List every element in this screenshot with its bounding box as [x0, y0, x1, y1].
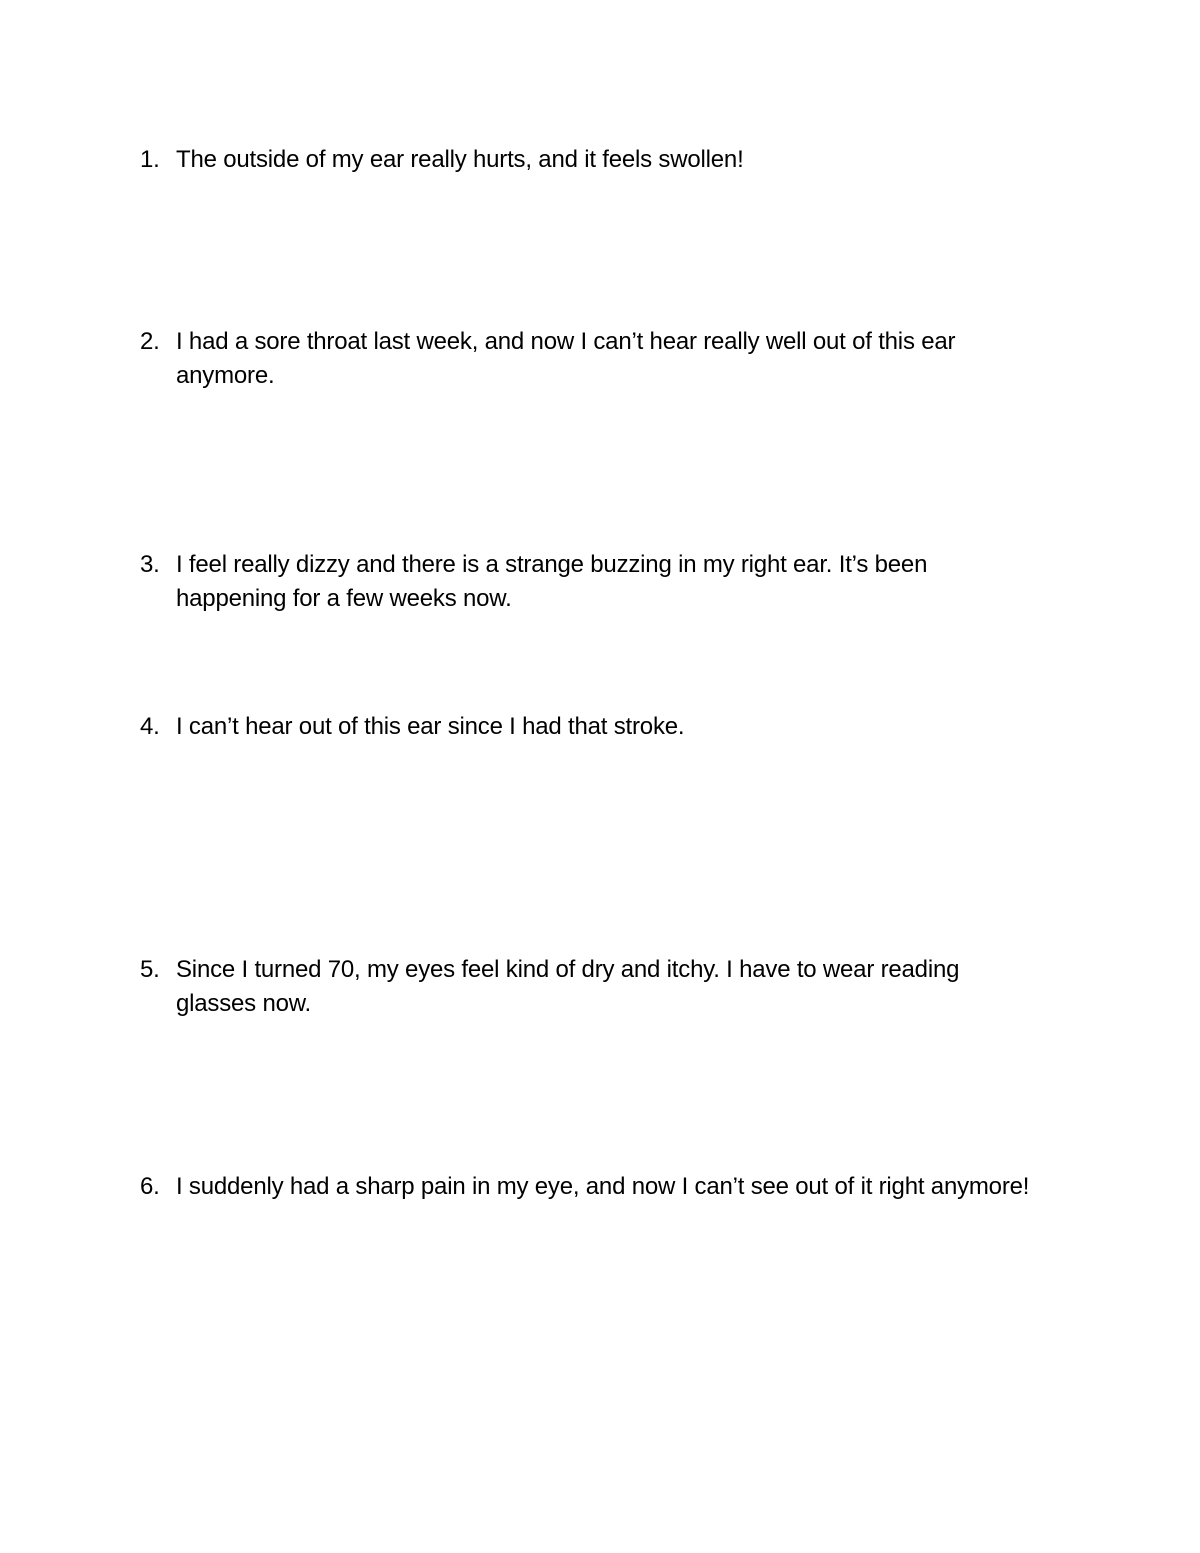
list-item-text: I feel really dizzy and there is a strange buzzing in my right ear. It’s been happening for a few weeks now.: [176, 551, 928, 612]
list-item-text: Since I turned 70, my eyes feel kind of dry and itchy. I have to wear reading glasses now.: [176, 956, 960, 1017]
list-item-number: 3.: [140, 551, 160, 578]
list-item: [140, 1170, 1040, 1204]
list-item-text: The outside of my ear really hurts, and it feels swollen!: [176, 146, 744, 173]
list-item: [140, 143, 1040, 177]
list-item-text: I suddenly had a sharp pain in my eye, and now I can’t see out of it right anymore!: [176, 1173, 1030, 1200]
list-item: [140, 548, 1040, 616]
list-item: [140, 953, 1040, 1021]
list-item-number: 5.: [140, 956, 160, 983]
list-item-number: 6.: [140, 1173, 160, 1200]
list-item: [140, 325, 1040, 393]
list-item-number: 1.: [140, 146, 160, 173]
list-item-number: 2.: [140, 328, 160, 355]
list-item-number: 4.: [140, 713, 160, 740]
list-item-text: I had a sore throat last week, and now I can’t hear really well out of this ear anymore.: [176, 328, 956, 389]
list-item: [140, 710, 1040, 744]
list-item-text: I can’t hear out of this ear since I had that stroke.: [176, 713, 685, 740]
